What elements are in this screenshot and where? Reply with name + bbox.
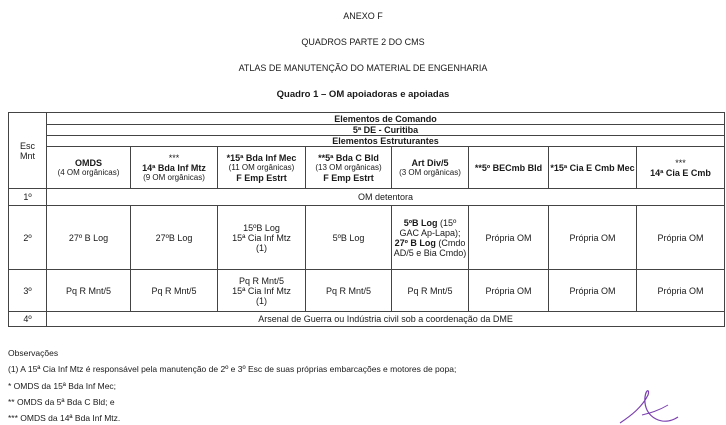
observation-item: (1) A 15ª Cia Inf Mtz é responsável pela manutenção de 2º e 3º Esc de suas próprias embarcações e motores de popa; (8, 364, 457, 374)
annex-title: ANEXO F (343, 11, 383, 21)
table-cell: Própria OM (549, 270, 637, 312)
esc-level: 4º (9, 312, 47, 327)
merged-cell: OM detentora (47, 189, 725, 206)
header-division: 5ª DE - Curitiba (47, 125, 725, 136)
table-cell: Pq R Mnt/5 15ª Cia Inf Mtz (1) (218, 270, 306, 312)
observations-heading: Observações (8, 348, 59, 358)
header-command-elements: Elementos de Comando (47, 113, 725, 125)
table-cell: Pq R Mnt/5 (131, 270, 218, 312)
table-row (9, 206, 725, 270)
col-header-14-bda-inf-mtz: *** 14ª Bda Inf Mtz (9 OM orgânicas) (131, 147, 218, 189)
col-header-15-cia-e-cmb-mec: *15ª Cia E Cmb Mec (549, 147, 637, 189)
table-row (9, 312, 725, 327)
esc-level: 2º (9, 206, 47, 270)
table-cell: 27ºB Log (131, 206, 218, 270)
col-header-omds: OMDS (4 OM orgânicas) (47, 147, 131, 189)
table-row (9, 270, 725, 312)
table-title: Quadro 1 – OM apoiadoras e apoiadas (276, 89, 450, 100)
esc-mnt-header: Esc Mnt (9, 113, 47, 189)
observation-item: * OMDS da 15ª Bda Inf Mec; (8, 381, 117, 391)
table-cell-art-div: 5ºB Log (15º GAC Ap-Lapa); 27º B Log (Cmdo AD/5 e Bia Cmdo) (392, 206, 469, 270)
atlas-title: ATLAS DE MANUTENÇÃO DO MATERIAL DE ENGENHARIA (238, 63, 488, 73)
table-cell: Pq R Mnt/5 (392, 270, 469, 312)
document-subtitle: QUADROS PARTE 2 DO CMS (301, 37, 425, 47)
table-cell: Própria OM (469, 206, 549, 270)
table-cell: Própria OM (549, 206, 637, 270)
table-row (9, 189, 725, 206)
observation-item: ** OMDS da 5ª Bda C Bld; e (8, 397, 115, 407)
col-header-15-bda-inf-mec: *15ª Bda Inf Mec (11 OM orgânicas) F Emp Estrt (218, 147, 306, 189)
col-header-art-div-5: Art Div/5 (3 OM orgânicas) (392, 147, 469, 189)
table-cell: Própria OM (637, 270, 725, 312)
col-header-14-cia-e-cmb: *** 14ª Cia E Cmb (637, 147, 725, 189)
table-cell: 15ºB Log 15ª Cia Inf Mtz (1) (218, 206, 306, 270)
table-cell: Própria OM (469, 270, 549, 312)
observation-item: *** OMDS da 14ª Bda Inf Mtz. (8, 413, 121, 423)
maintenance-table (8, 112, 725, 327)
col-header-5-becmb-bld: **5º BECmb Bld (469, 147, 549, 189)
table-cell: Pq R Mnt/5 (47, 270, 131, 312)
table-cell: Própria OM (637, 206, 725, 270)
esc-level: 1º (9, 189, 47, 206)
handwritten-signature (612, 385, 682, 425)
merged-cell: Arsenal de Guerra ou Indústria civil sob a coordenação da DME (47, 312, 725, 327)
header-structural-elements: Elementos Estruturantes (47, 136, 725, 147)
col-header-5-bda-c-bld: **5ª Bda C Bld (13 OM orgânicas) F Emp Estrt (306, 147, 392, 189)
table-cell: Pq R Mnt/5 (306, 270, 392, 312)
table-cell: 27º B Log (47, 206, 131, 270)
esc-level: 3º (9, 270, 47, 312)
table-cell: 5ºB Log (306, 206, 392, 270)
